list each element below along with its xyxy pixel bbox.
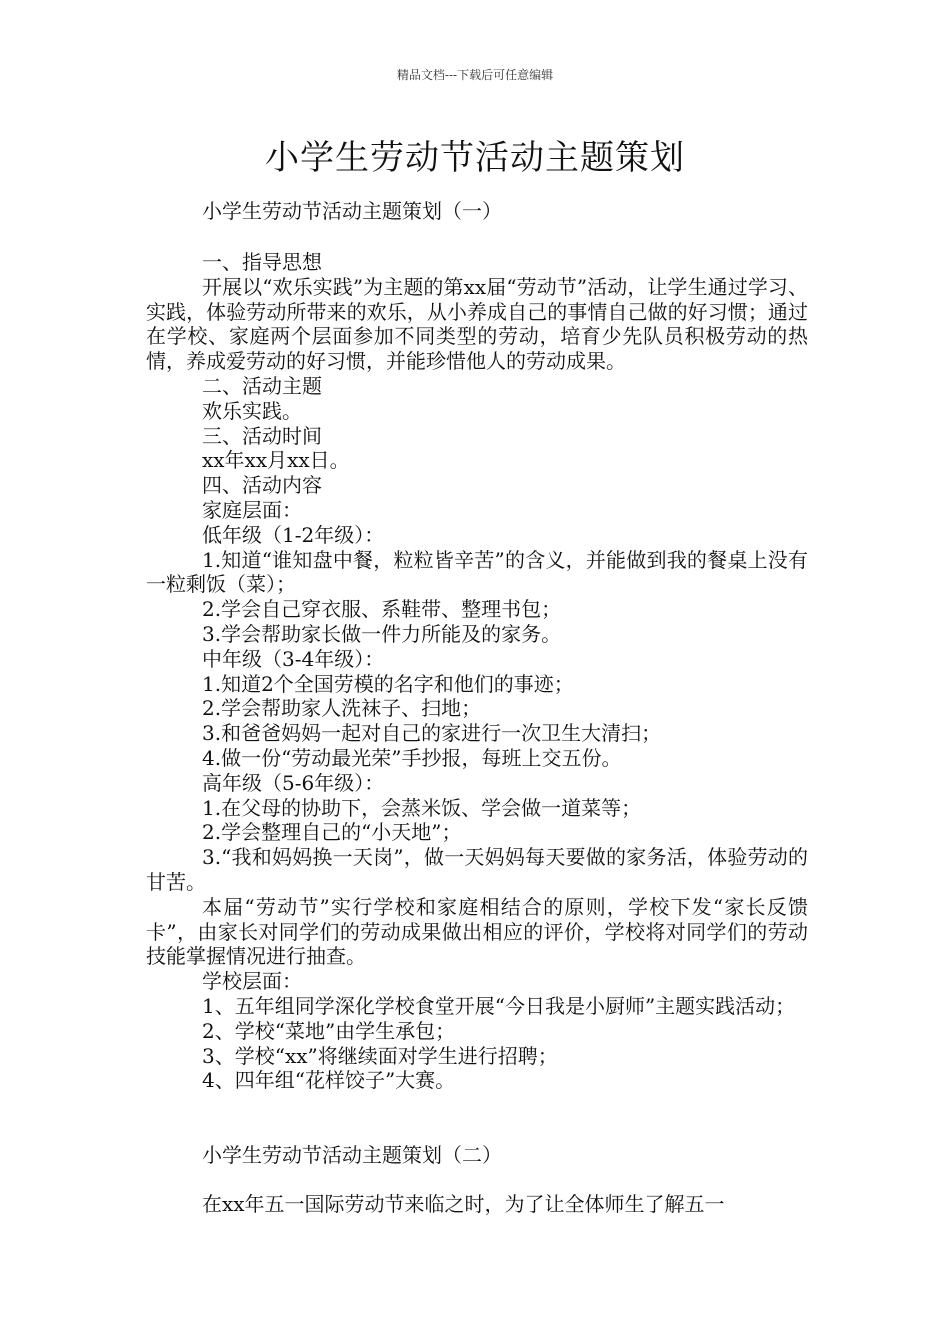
list-item: 3.学会帮助家长做一件力所能及的家务。 xyxy=(202,621,562,646)
paragraph-intro-2: 在xx年五一国际劳动节来临之时，为了让全体师生了解五一 xyxy=(202,1192,725,1216)
list-item: 1.知道2个全国劳模的名字和他们的事迹； xyxy=(202,671,574,696)
document-body xyxy=(146,250,808,1093)
heading-activity-content: 四、活动内容 xyxy=(202,473,322,498)
list-item: 1.在父母的协助下，会蒸米饭、学会做一道菜等； xyxy=(202,795,642,820)
list-item: 2.学会帮助家人洗袜子、扫地； xyxy=(202,696,482,721)
label-family-level: 家庭层面： xyxy=(202,497,302,522)
label-middle-grades: 中年级（3-4年级）： xyxy=(202,646,385,671)
section-heading-2: 小学生劳动节活动主题策划（二） xyxy=(202,1143,502,1167)
list-item: 3、学校“xx”将继续面对学生进行招聘； xyxy=(202,1043,558,1068)
list-item: 2、学校“菜地”由学生承包； xyxy=(202,1018,456,1043)
list-item: 1、五年组同学深化学校食堂开展“今日我是小厨师”主题实践活动； xyxy=(202,993,796,1018)
list-item: 1.知道“谁知盘中餐，粒粒皆辛苦”的含义，并能做到我的餐桌上没有一粒剩饭（菜）； xyxy=(146,547,808,597)
label-upper-grades: 高年级（5-6年级）： xyxy=(202,770,385,795)
list-item: 4、四年组“花样饺子”大赛。 xyxy=(202,1068,456,1093)
heading-guiding-thought: 一、指导思想 xyxy=(202,250,322,274)
list-item: 2.学会整理自己的“小天地”； xyxy=(202,820,462,845)
label-lower-grades: 低年级（1-2年级）： xyxy=(202,522,385,547)
document-body-continued xyxy=(146,1192,808,1217)
header-note: 精品文档---下载后可任意编辑 xyxy=(396,68,554,82)
paragraph-activity-time: xx年xx月xx日。 xyxy=(202,448,350,473)
document-title: 小学生劳动节活动主题策划 xyxy=(265,138,685,178)
paragraph-guiding-thought: 开展以“欢乐实践”为主题的第xx届“劳动节”活动，让学生通过学习、实践，体验劳动所带来的欢乐，从小养成自己的事情自己做的好习惯；通过在学校、家庭两个层面参加不同类型的劳动，培育少先队员积极劳动的热情，养成爱劳动的好习惯，并能珍惜他人的劳动成果。 xyxy=(146,274,808,374)
label-school-level: 学校层面： xyxy=(202,969,302,994)
paragraph-principle: 本届“劳动节”实行学校和家庭相结合的原则，学校下发“家长反馈卡”，由家长对同学们的劳动成果做出相应的评价，学校将对同学们的劳动技能掌握情况进行抽查。 xyxy=(146,894,808,969)
section-heading-1: 小学生劳动节活动主题策划（一） xyxy=(202,199,502,223)
list-item: 2.学会自己穿衣服、系鞋带、整理书包； xyxy=(202,597,562,622)
heading-activity-time: 三、活动时间 xyxy=(202,423,322,448)
paragraph-activity-theme: 欢乐实践。 xyxy=(202,398,302,423)
heading-activity-theme: 二、活动主题 xyxy=(202,373,322,398)
list-item: 3.“我和妈妈换一天岗”，做一天妈妈每天要做的家务活，体验劳动的甘苦。 xyxy=(146,845,808,894)
list-item: 3.和爸爸妈妈一起对自己的家进行一次卫生大清扫； xyxy=(202,721,662,746)
list-item: 4.做一份“劳动最光荣”手抄报，每班上交五份。 xyxy=(202,745,622,770)
